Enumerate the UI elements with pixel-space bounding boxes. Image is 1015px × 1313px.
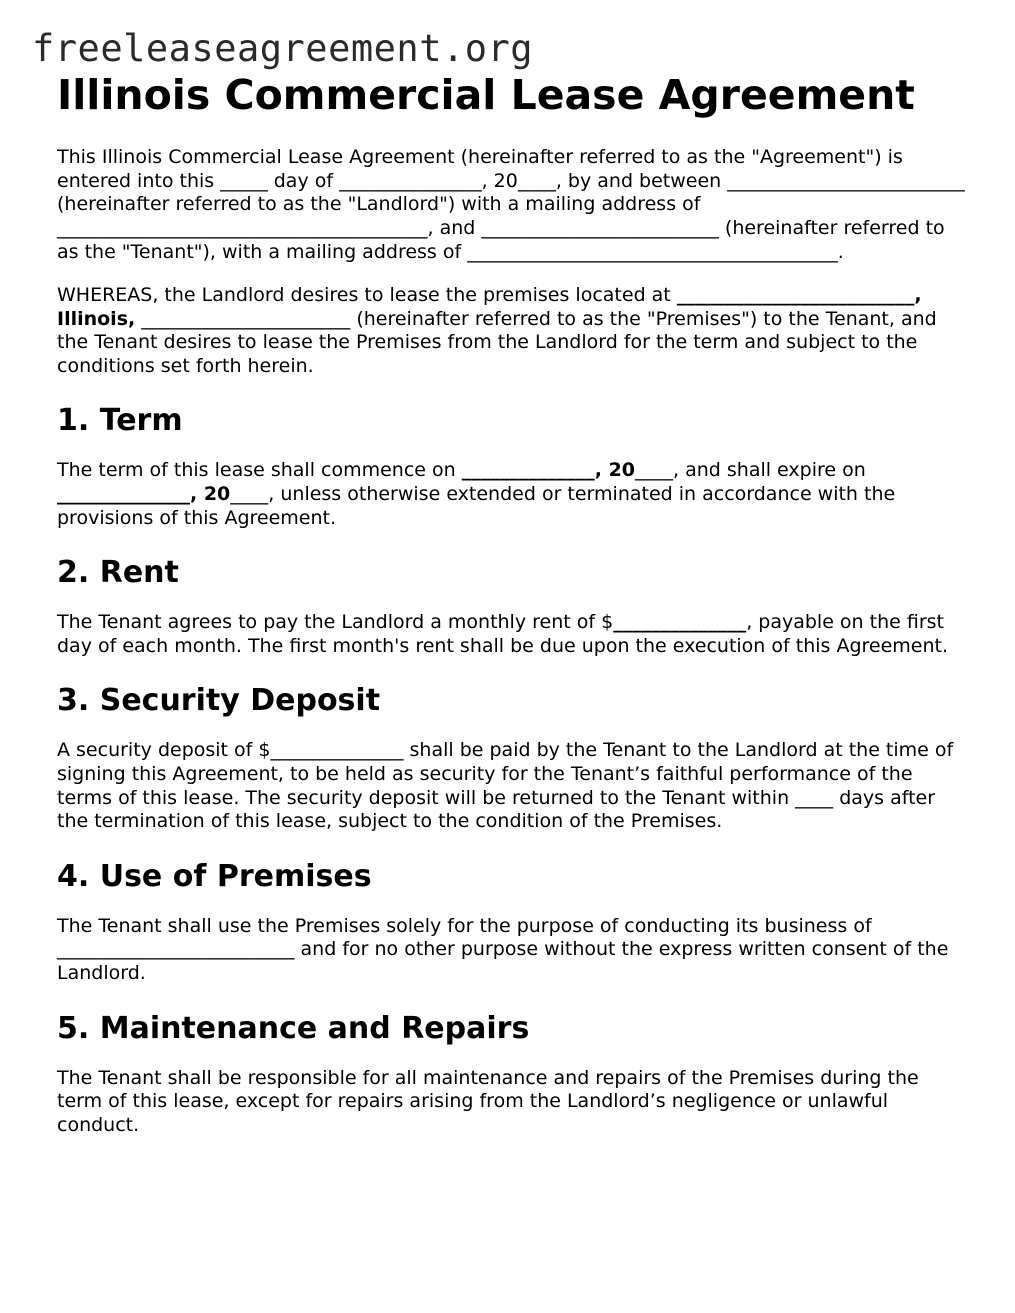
section-text-segment: The Tenant shall be responsible for all maintenance and repairs of the Premises during the term of this lease, except for repairs arising from the Landlord’s negligence or unlawful conduct. [57,1066,919,1136]
whereas-text-1: WHEREAS, the Landlord desires to lease the premises located at [57,284,677,307]
section-text-segment: ____, and shall expire on [635,459,866,482]
section-text-segment: The Tenant shall use the Premises solely for the purpose of conducting its business of _________________________ and for no other purpose without the express written consent of the Landlord. [57,914,949,985]
whereas-text-2: ______________________ (hereinafter referred to as the "Premises") to the Tenant, and the Tenant desires to lease the Premises from the Landlord for the term and subject to the conditions set forth herein. [57,307,937,377]
section-text-segment: ____, unless otherwise extended or terminated in accordance with the provisions of this Agreement. [57,483,896,529]
section-text-segment: ______________ [613,611,747,634]
section-title: 1. Term [57,403,183,439]
document-title: Illinois Commercial Lease Agreement [57,71,915,119]
section-text-segment: ______________, 20 [57,483,231,506]
site-watermark: freeleaseagreement.org [32,27,534,70]
whereas-paragraph [57,284,967,378]
document-body [57,72,967,1137]
whereas-bold-location: _________________________, Illinois, [57,284,922,330]
section-title: 3. Security Deposit [57,683,381,719]
section-title: 4. Use of Premises [57,858,372,894]
section-text-segment: The term of this lease shall commence on [57,459,462,482]
section-title: 2. Rent [57,555,179,591]
section-body [57,739,967,833]
section-text-segment: , payable on the first day of each month. The first month's rent shall be due upon the execution of this Agreement. [57,611,949,657]
section-body [57,915,967,986]
section-body [57,1067,967,1138]
section-text-segment: ______________, 20 [461,459,636,482]
section-text-segment: The Tenant agrees to pay the Landlord a monthly rent of $ [57,611,614,634]
section-text-segment: A security deposit of $______________ shall be paid by the Tenant to the Landlord at the time of signing this Agreement, to be held as security for the Tenant’s faithful performance of the terms of this lease. The security deposit will be returned to the Tenant within ____ days after the termination of this lease, subject to the condition of the Premises. [57,739,954,833]
intro-paragraph: This Illinois Commercial Lease Agreement (hereinafter referred to as the "Agreement") is entered into this _____ day of _______________, 20____, by and between _________________________ (hereinafter referred to as the "Landlord") with a mailing address of _______________________________________, and _________________________ (hereinafter referred to as the "Tenant"), with a mailing address of _______________________________________. [57,146,965,263]
sections-container [57,403,967,1137]
section-title: 5. Maintenance and Repairs [57,1010,530,1046]
section-body [57,459,967,530]
section-body [57,611,967,658]
